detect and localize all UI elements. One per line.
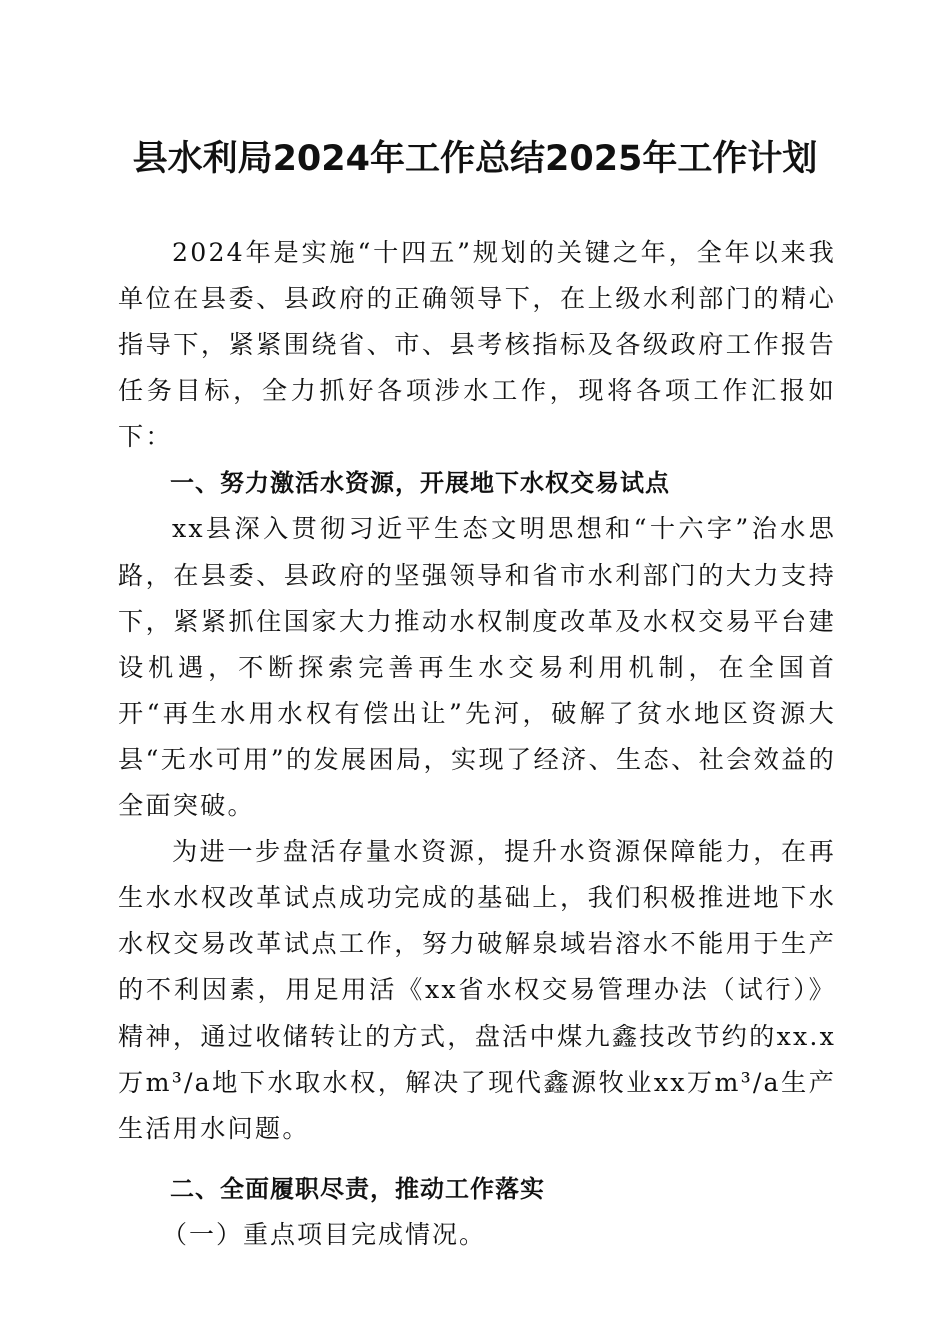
section-1-paragraph-2: 为进一步盘活存量水资源，提升水资源保障能力，在再生水水权改革试点成功完成的基础上，我们积极推进地下水水权交易改革试点工作，努力破解泉域岩溶水不能用于生产的不利因素，用足用活《xx省水权交易管理办法（试行）》精神，通过收储转让的方式，盘活中煤九鑫技改节约的xx.x万m³/a地下水取水权，解决了现代鑫源牧业xx万m³/a生产生活用水问题。: [118, 837, 836, 1143]
section-1-heading: 一、努力激活水资源，开展地下水权交易试点: [170, 469, 670, 498]
intro-paragraph: 2024年是实施“十四五”规划的关键之年，全年以来我单位在县委、县政府的正确领导下，在上级水利部门的精心指导下，紧紧围绕省、市、县考核指标及各级政府工作报告任务目标，全力抓好各项涉水工作，现将各项工作汇报如下：: [118, 238, 836, 452]
document-body: [118, 230, 836, 1258]
section-1-paragraph-1: xx县深入贯彻习近平生态文明思想和“十六字”治水思路，在县委、县政府的坚强领导和省市水利部门的大力支持下，紧紧抓住国家大力推动水权制度改革及水权交易平台建设机遇，不断探索完善再生水交易利用机制，在全国首开“再生水用水权有偿出让”先河，破解了贫水地区资源大县“无水可用”的发展困局，实现了经济、生态、社会效益的全面突破。: [118, 514, 836, 821]
section-2-subheading-1: （一）重点项目完成情况。: [162, 1219, 487, 1249]
document-title: 县水利局2024年工作总结2025年工作计划: [132, 139, 818, 179]
section-2-heading: 二、全面履职尽责，推动工作落实: [170, 1174, 545, 1203]
